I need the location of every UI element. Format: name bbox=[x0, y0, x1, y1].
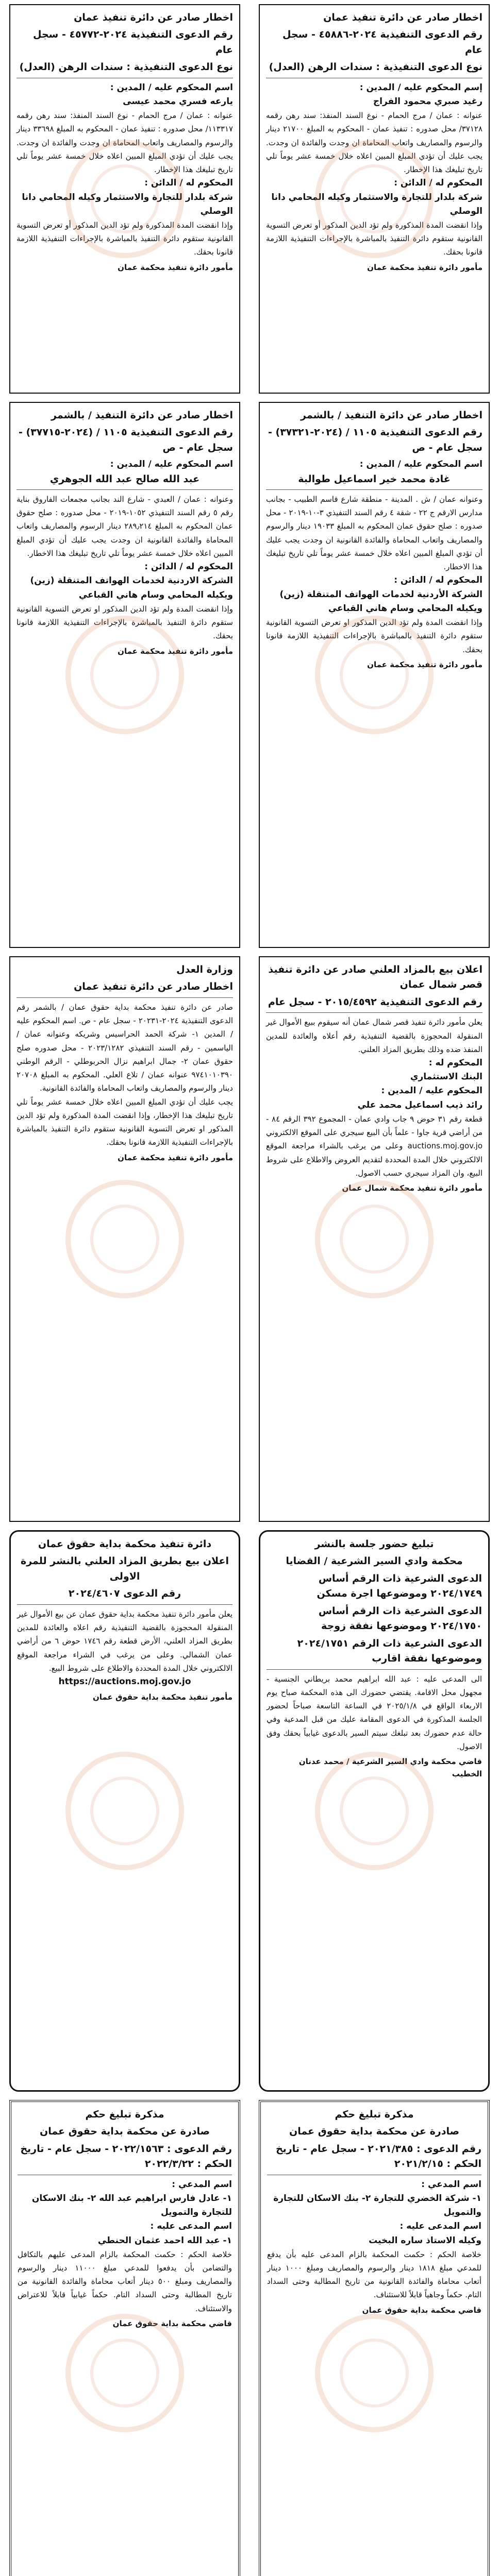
notice-heading-line: اخطار صادر عن دائرة تنفيذ عمان bbox=[74, 12, 233, 23]
auction-website-link[interactable]: https://auctions.moj.gov.jo bbox=[58, 1676, 191, 1687]
notice-signature: قاضي محكمة بداية حقوق عمان bbox=[362, 2305, 481, 2315]
notice-body-closing: وإذا انقضت المدة ولم تؤد الدين المذكور او تعرض التسوية القانونية ستقوم دائرة التنفيذ بالمباشرة بالإجراءات التنفيذية اللازمة قانونا بحقك. bbox=[16, 604, 233, 641]
notice-body-closing: وإذا انقضت المدة ولم تؤد الدين المذكور او تعرض التسوية القانونية ستقوم دائرة التنفيذ بالمباشرة بالإجراءات التنفيذية اللازمة قانونا بحقك. bbox=[266, 618, 483, 654]
notice-heading-line: رقم الدعوى التنفيذية ١١٠٥ / (٢٠٢٤-٣٧٧١٥) - سجل عام - ص bbox=[19, 427, 233, 453]
notice-body: الى المدعى عليه : عبد الله ابراهيم محمد بريطاني الجنسية - مجهول محل الاقامة. يقتضي حضورك الى هذه المحكمة صباح يوم الاربعاء الواقع في ٢٠٢٥/١/٨ في الساعة التاسعة صباحاً لحضور الجلسة المذكورة في الدعوى المقامة عليك من قبل المدعية وفي حالة عدم حضورك بعد تبلغك سيتم السير بالدعوى غيابياً بحقك وفق الاصول. bbox=[267, 1674, 482, 1751]
notices-row-4 bbox=[9, 1530, 490, 2092]
court-seal-watermark bbox=[315, 1180, 434, 1298]
notice-heading-line: الدعوى الشرعية ذات الرقم ٢٠٢٤/١٧٥١ وموضوعها نفقة اقارب bbox=[297, 1637, 482, 1665]
notice-card bbox=[9, 1530, 240, 2092]
notice-heading-line: صادرة عن محكمة بداية حقوق عمان bbox=[289, 2126, 459, 2138]
notice-body: وعنوانه عمان / ش . المدينة - منطقة شارع قاسم الطبيب - بجانب مدارس الارقم ج ٢٢ - شقة ٤ رقم السند التنفيذي ٣-١٠-٢٠١٩ - محل صدوره : صلح حقوق عمان المحكوم به المبلغ ١٩٠٣٣ دينار والرسوم والمصاريف واتعاب المحاماة والفائدة القانونية ان وجدت يجب عليك أن تؤدي المبلغ المبين اعلاه خلال خمسة عشر يوماً تلي تاريخ تبليغك هذا الاخطار. bbox=[266, 494, 483, 572]
notice-heading-line: رقم الدعوى ٢٠٢٤/٤٦٠٧ bbox=[68, 1588, 181, 1600]
divider bbox=[17, 1604, 232, 1605]
divider bbox=[16, 997, 233, 998]
notice-body-closing: قطعة رقم ٣١ حوض ٩ جاب وادي عمان - المجموع ٣٩٢ الرقم ٨٤ - من أراضي قرية جاوا - علماً بأن البيع سيجري على الموقع الالكتروني auctions.moj.gov.jo وعلى من يرغب بالشراء مراجعة الموقع الالكتروني خلال المدة المحددة لتقديم العروض والاطلاع على شروط البيع، وان المزاد سيجري حسب الاصول. bbox=[266, 1114, 483, 1178]
notice-heading-line: صادرة عن محكمة بداية حقوق عمان bbox=[40, 2126, 210, 2138]
debtor-label: اسم المحكوم عليه / المدين : bbox=[110, 459, 233, 470]
creditor-label: المحكوم له / الدائن : bbox=[394, 178, 483, 189]
creditor-label: المحكوم له : bbox=[428, 1058, 483, 1069]
notice-card bbox=[259, 1530, 490, 2092]
notice-heading-line: اعلان بيع بالمزاد العلني صادر عن دائرة تنفيذ قصر شمال عمان bbox=[268, 964, 483, 991]
notice-heading-line: الدعوى الشرعية ذات الرقم أساس ٢٠٢٤/١٧٤٩ وموضوعها اجرة مسكن bbox=[317, 1572, 482, 1600]
creditor-name: شركة بلدار للتجارة والاستثمار وكيله المحامي دانا الوصلي bbox=[22, 192, 233, 216]
creditor-label: المحكوم له / الدائن : bbox=[144, 562, 233, 572]
notice-card bbox=[259, 956, 490, 1522]
notice-body: عنوانه : عمان / مرج الحمام - نوع السند المنفذ: سند رهن رقمه ٣٧١٢٨/ محل صدوره : تنفيذ عمان - المحكوم به المبلغ ٢١٧٠٠ دينار والرسوم والمصاريف واتعاب المحاماة ان وجدت والفائدة ان وجدت. يجب عليك أن تؤدي المبلغ المبين اعلاه خلال خمسة عشر يوماً تلي تاريخ تبليغك هذا الإخطار. bbox=[266, 111, 483, 175]
debtor-label: إسم المحكوم عليه / المدين : bbox=[359, 82, 483, 93]
notice-heading-line: رقم الدعوى التنفيذية ٢٠٢٤-٤٥٨٨٦ - سجل عام bbox=[282, 29, 483, 56]
notice-card bbox=[9, 2100, 240, 2576]
notice-card bbox=[9, 956, 240, 1522]
notice-signature: مأمور دائرة تنفيذ محكمة عمان bbox=[118, 646, 233, 656]
creditor-name: البنك الاستثماري bbox=[410, 1072, 483, 1082]
notice-heading-line: وزارة العدل bbox=[176, 964, 233, 975]
debtor-name: رائد ذيب اسماعيل محمد علي bbox=[357, 1099, 483, 1110]
notice-signature: مأمور دائرة تنفيذ محكمة عمان bbox=[118, 1153, 233, 1162]
notices-row-3 bbox=[9, 956, 490, 1522]
notice-body: وعنوانه : عمان / العبدي - شارع الند بجانب مجمعات الفاروق بناية رقم ٥ رقم السند التنفيذي ١٠٥٢-٢٠١٩ - محل صدوره : صلح حقوق عمان المحكوم به المبلغ ٢٨٩٫٢١٤ دينار الرسوم والمصاريف واتعاب المحاماة والفائدة القانونية ان وجدت يجب عليك أن تؤدي المبلغ المبين اعلاه خلال خمسة عشر يوماً تلي تاريخ تبليغك هذا الاخطار. bbox=[16, 494, 233, 558]
plaintiff-label: اسم المدعي : bbox=[172, 2179, 232, 2190]
debtor-name: عبد الله صالح عبد الله الجوهري bbox=[49, 473, 200, 485]
debtor-name: رغيد صبري محمود الفراج bbox=[373, 96, 483, 107]
debtor-label: اسم المحكوم عليه / المدين : bbox=[359, 459, 483, 470]
court-seal-watermark bbox=[65, 1180, 184, 1298]
notice-signature: مأمور دائرة تنفيذ محكمة عمان bbox=[367, 262, 483, 272]
notice-heading-line: نوع الدعوى التنفيذية : سندات الرهن (العدل) bbox=[19, 61, 233, 73]
notices-row-5 bbox=[9, 2100, 490, 2576]
notice-card bbox=[9, 4, 240, 394]
notice-signature: مأمور دائرة تنفيذ محكمة عمان bbox=[118, 262, 233, 272]
court-seal-watermark bbox=[65, 2314, 184, 2432]
notice-body-closing: وإذا انقضت المدة المذكورة ولم تؤد الدين المذكور أو تعرض التسوية القانونية ستقوم دائرة التنفيذ بالمباشرة بالإجراءات التنفيذية اللازمة قانونا بحقك. bbox=[266, 220, 483, 257]
plaintiff-name: ١- عادل فارس ابراهيم عبد الله ٢- بنك الاسكان للتجارة والتمويل bbox=[31, 2193, 232, 2218]
notice-card bbox=[259, 4, 490, 394]
debtor-label: اسم المحكوم عليه / المدين : bbox=[110, 82, 233, 93]
notice-card bbox=[259, 402, 490, 948]
creditor-label: المحكوم له / الدائن : bbox=[144, 178, 233, 189]
court-seal-watermark bbox=[315, 2314, 434, 2432]
notice-signature: مأمور دائرة تنفيذ محكمة عمان bbox=[367, 659, 483, 669]
notice-signature: قاضي محكمة بداية حقوق عمان bbox=[112, 2318, 232, 2328]
notice-heading-line: اخطار صادر عن دائرة التنفيذ / بالشمر bbox=[51, 410, 233, 421]
defendant-label: اسم المدعى عليه : bbox=[150, 2221, 232, 2232]
notice-body: صادر عن دائرة تنفيذ محكمة بداية حقوق عمان / بالشمر رقم الدعوى التنفيذية ٢٠٢٤-٢٠٢٣١ - سجل عام - ص. اسم المحكوم عليه / المدين ١- شركة الحمد الحراسيس وشريكه وعنوانه عمان / الياسمين - رقم السند التنفيذي ٢٠٢٣/١٢٨٢ - محل صدوره صلح حقوق عمان ٢- جمال ابراهيم نزال الحربوطلي - الرقم الوطني ٩٧٤١٠١٠٣٩٠ عنوانه عمان / تلاع العلي. المحكوم به المبلغ ٢٠٧٠٨ دينار والرسوم والمصاريف واتعاب المحاماة والفائدة القانونية. bbox=[16, 1002, 233, 1093]
notices-row-1 bbox=[9, 4, 490, 394]
notice-card bbox=[259, 2100, 490, 2576]
notices-row-2 bbox=[9, 402, 490, 948]
notice-heading-line: محكمة وادي السير الشرعية / القضايا bbox=[286, 1555, 463, 1567]
notice-heading-line: مذكرة تبليغ حكم bbox=[85, 2109, 164, 2120]
notice-heading-line: رقم الدعوى : ٢٠٢١/٣٨٥ - سجل عام - تاريخ الحكم : ٢٠٢١/٢/١٥ bbox=[275, 2143, 481, 2170]
notice-heading-line: الدعوى الشرعية ذات الرقم أساس ٢٠٢٤/١٧٥٠ وموضوعها نفقة زوجة bbox=[318, 1605, 482, 1632]
notices-grid bbox=[9, 4, 490, 2576]
notice-body: خلاصة الحكم : حكمت المحكمة بالزام المدعى عليه بأن يدفع للمدعي مبلغ ١٨١٨ دينار والرسوم والمصاريف ومبلغ ١٠٠٠ دينار أتعاب محاماة والفائدة القانونية من تاريخ المطالبة وحتى السداد التام. حكماً وجاهياً قابلاً للاستئناف. bbox=[267, 2249, 481, 2300]
debtor-label: المحكوم عليه / المدين : bbox=[381, 1086, 483, 1096]
notice-body-closing: وإذا انقضت المدة المذكورة ولم تؤد الدين المذكور أو تعرض التسوية القانونية ستقوم دائرة التنفيذ بالمباشرة بالإجراءات التنفيذية اللازمة قانونا بحقك. bbox=[16, 220, 233, 257]
notice-heading-line: مذكرة تبليغ حكم bbox=[335, 2109, 414, 2120]
notice-heading-line: رقم الدعوى التنفيذية ٢٠٢٤-٤٥٧٧٢ - سجل عام bbox=[33, 29, 233, 56]
creditor-name: الشركة الأردنية لخدمات الهواتف المتنقلة (زين) ويكيله المحامي وسام هاني القباعي bbox=[279, 589, 483, 614]
notice-card bbox=[9, 402, 240, 948]
debtor-name: يارعه فسري محمد عيسى bbox=[123, 96, 233, 107]
notice-heading-line: اخطار صادر عن دائرة تنفيذ عمان bbox=[74, 981, 233, 993]
creditor-label: المحكوم له / الدائن : bbox=[394, 575, 483, 586]
defendant-name: وكيله الاستاذ ساره البخيت bbox=[369, 2235, 481, 2246]
divider bbox=[16, 489, 233, 490]
notice-heading-line: دائرة تنفيذ محكمة بداية حقوق عمان bbox=[38, 1538, 212, 1550]
notice-body: خلاصة الحكم : حكمت المحكمة بالزام المدعى عليهم بالتكافل والتضامن بأن يدفعوا للمدعي مبلغ ١١٠٠٠ دينار والرسوم والمصاريف ومبلغ ٥٠٠ دينار أتعاب محاماة والفائدة القانونية من تاريخ المطالبة وحتى السداد التام. حكماً غيابياً قابلاً للاعتراض والاستئناف. bbox=[18, 2249, 232, 2313]
notice-body: يعلن مأمور دائرة تنفيذ قصر شمال عمان أنه سيقوم ببيع الأموال غير المنقولة المحجوزة بالقضية التنفيذية رقم أعلاه والعائدة للمدين المنفذ ضده وذلك بطريق المزاد العلني. bbox=[266, 1018, 483, 1054]
creditor-name: الشركة الاردنية لخدمات الهواتف المتنقلة (زين) ويكيله المحامي وسام هاني القباعي bbox=[30, 575, 233, 600]
notice-heading-line: رقم الدعوى : ٢٠٢٢/١٥٦٣ - سجل عام - تاريخ الحكم : ٢٠٢٢/٣/٢٢ bbox=[20, 2143, 232, 2170]
notice-signature: قاضي محكمة وادي السير الشرعية / محمد عدنان الخطيب bbox=[298, 1757, 482, 1778]
plaintiff-label: اسم المدعي : bbox=[421, 2179, 481, 2190]
divider bbox=[266, 489, 483, 490]
divider bbox=[267, 1669, 482, 1670]
notice-heading-line: رقم الدعوى التنفيذية ٢٠١٥/٤٥٩٢ - سجل عام bbox=[268, 996, 483, 1008]
divider bbox=[266, 1012, 483, 1013]
notice-signature: مأمور دائرة تنفيذ محكمة شمال عمان bbox=[342, 1183, 483, 1193]
creditor-name: شركة بلدار للتجارة والاستثمار وكيله المحامي دانا الوصلي bbox=[271, 192, 483, 216]
plaintiff-name: ١- شركة الخضري للتجارة ٢- بنك الاسكان للتجارة والتمويل bbox=[273, 2193, 481, 2218]
notice-heading-line: تبليغ حضور جلسة بالنشر bbox=[314, 1538, 434, 1550]
debtor-name: غادة محمد خير اسماعيل طوالبة bbox=[298, 473, 451, 485]
defendant-name: ١- عبد الله احمد عثمان الحنطي bbox=[97, 2235, 232, 2246]
court-seal-watermark bbox=[65, 1752, 184, 1870]
notice-heading-line: اخطار صادر عن دائرة التنفيذ / بالشمر bbox=[301, 410, 483, 421]
notice-heading-line: اعلان بيع بطريق المزاد العلني بالنشر للمرة الاولى bbox=[21, 1555, 229, 1582]
notice-signature: مأمور تنفيذ محكمة بداية حقوق عمان bbox=[93, 1692, 232, 1702]
notice-body: يعلن مأمور دائرة تنفيذ محكمة بداية حقوق عمان عن بيع الأموال غير المنقولة المحجوزة بالقضية التنفيذية رقم اعلاه والعائدة للمدين بطريق المزاد العلني، الأرض قطعة رقم ١٧٤٦ حوض ٦ من أراضي عمان الشمالي. وعلى من يرغب في الشراء مراجعة الموقع الالكتروني خلال المدة المحددة والاطلاع على شروط البيع. bbox=[17, 1609, 232, 1673]
notice-body: عنوانه : عمان / مرج الحمام - نوع السند المنفذ: سند رهن رقمه ١١٣٣١٧/ محل صدوره : تنفيذ عمان - المحكوم به المبلغ ٣٣٦٩٨ دينار والرسوم والمصاريف واتعاب المحاماة ان وجدت والفائدة ان وجدت. يجب عليك أن تؤدي المبلغ المبين اعلاه خلال خمسة عشر يوماً تلي تاريخ تبليغك هذا الإخطار. bbox=[16, 111, 233, 175]
notice-heading-line: نوع الدعوى التنفيذية : سندات الرهن (العدل) bbox=[269, 61, 483, 73]
defendant-label: اسم المدعى عليه : bbox=[400, 2221, 481, 2232]
notice-heading-line: رقم الدعوى التنفيذية ١١٠٥ / (٢٠٢٤-٣٧٣٢١) - سجل عام - ص bbox=[268, 427, 483, 453]
notice-heading-line: اخطار صادر عن دائرة تنفيذ عمان bbox=[323, 12, 483, 23]
notice-body-closing: يجب عليك أن تؤدي المبلغ المبين اعلاه خلال خمسة عشر يوماً تلي تاريخ تبليغك هذا الإخطار، وإذا انقضت المدة المذكورة ولم تؤد الدين المذكور او تعرض التسوية القانونية ستقوم دائرة التنفيذ بالمباشرة بالإجراءات التنفيذية اللازمة قانونا بحقك. bbox=[16, 1097, 233, 1147]
